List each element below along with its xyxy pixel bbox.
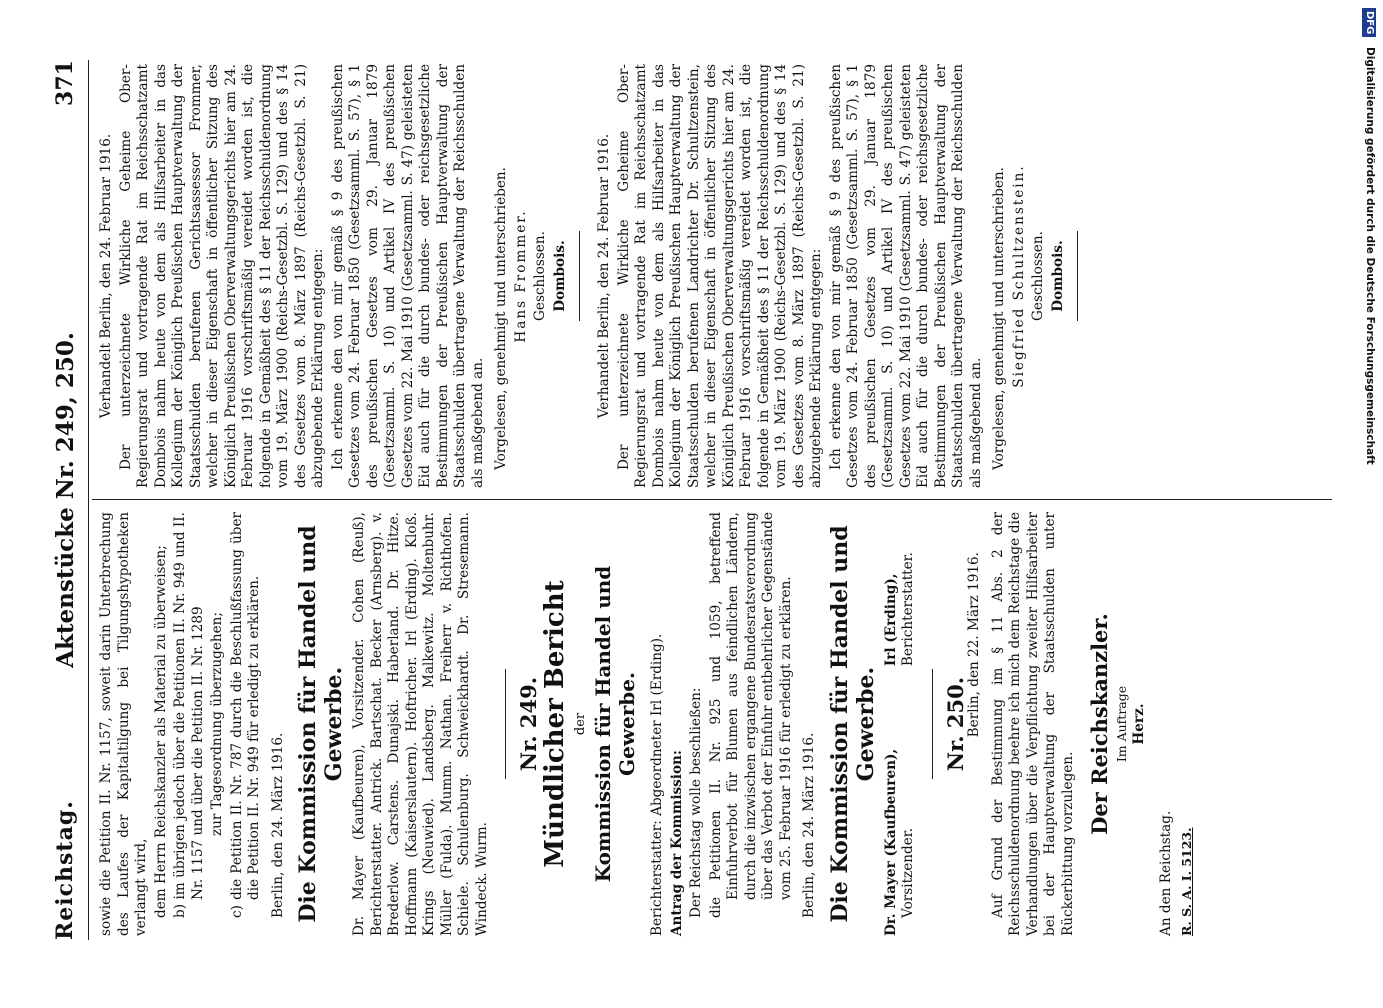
date-line: Berlin, den 24. März 1916. xyxy=(801,732,817,918)
running-header xyxy=(52,60,86,940)
protocol-official: Dombois. xyxy=(551,240,568,312)
date-line: Berlin, den 24. März 1916. xyxy=(269,732,286,918)
column-divider xyxy=(92,499,1332,500)
chair-role: Vorsitzender. xyxy=(900,827,916,918)
reporter-name: Irl (Erding), xyxy=(882,573,899,667)
report-title: Mündlicher Bericht xyxy=(539,580,570,868)
petition-line: c) die Petition II. Nr. 787 durch die Beschlußfassung über die Petition II. Nr. 949 für erledigt zu erklären. xyxy=(228,512,262,918)
commission-members: Dr. Mayer (Kaufbeuren), Vorsitzender. Cohen (Reuß), Berichterstatter. Antrick. Bartschat. Becker (Arnsberg). v. Brederlow. Carstens. Dunajski. Haberland. Dr. Hitze. Hoffmann (Kaiserslautern). Hoftricher. Irl (Erding). Kloß. Krings (Neuwied). Landsberg. Malkewitz. Moltenbuhr. Müller (Fulda). Mumm. Nathan. Freiherr v. Richthofen. Schiele. Schulenburg. Schweickhardt. Dr. Stresemann. Windeck. Wurm. xyxy=(351,512,490,936)
document-number: Nr. 249. xyxy=(516,676,541,772)
left-column xyxy=(98,512,1197,936)
section-separator xyxy=(932,669,933,779)
reporter-line: Berichterstatter: Abgeordneter Irl (Erding). xyxy=(649,633,665,936)
signer-name: Herz. xyxy=(1130,703,1147,745)
report-der: der xyxy=(572,712,588,736)
commission-heading: Die Kommission für Handel und Gewerbe. xyxy=(295,525,347,923)
commission-heading: Die Kommission für Handel und Gewerbe. xyxy=(826,525,879,923)
signer-title: Der Reichskanzler. xyxy=(1087,613,1112,835)
report-commission: Kommission für Handel und Gewerbe. xyxy=(591,565,639,883)
document-number: Nr. 250. xyxy=(942,676,968,772)
signer-im-auftrage: Im Auftrage xyxy=(1114,685,1129,763)
protocol-body: Der unterzeichnete Wirkliche Geheime Ober-Regierungsrat und vortragende Rat im Reichsschatzamt Dombois nahm heute von dem als Hilfsarbeiter in das Kollegium der Königlich Preußischen Hauptverwaltung der Staatsschulden berufenen Landrichter Dr. Schultzenstein, welcher in dieser Eigenschaft in öffentlicher Sitzung des Königlich Preußischen Oberverwaltungsgerichts hier am 24. Februar 1916 vorschriftsmäßig vereidet worden ist, die folgende in Gemäßheit des § 11 der Reichsschuldenordnung vom 19. März 1900 (Reichs-Gesetzbl. S. 129) und des § 14 des Gesetzes vom 8. März 1897 (Reichs-Gesetzbl. S. 21) abzugebende Erklärung entgegen: xyxy=(615,64,824,488)
petition-line: zur Tagesordnung überzugehen; xyxy=(209,611,225,837)
petition-line: sowie die Petition II. Nr. 1157, soweit darin Unterbrechung des Laufes der Kapitaltilgung bei Tilgungshypotheken verlangt wird, xyxy=(98,512,149,936)
protocol-separator xyxy=(579,231,580,321)
protocol-official: Dombois. xyxy=(1049,240,1066,312)
reporter-role: Berichterstatter. xyxy=(900,552,916,667)
header-center: Aktenstücke Nr. 249, 250. xyxy=(52,332,79,668)
protocol-signature: Siegfried Schultzenstein. xyxy=(1010,164,1027,388)
page-number: 371 xyxy=(52,60,78,106)
protocol-body: Der unterzeichnete Wirkliche Geheime Ober-Regierungsrat und vortragende Rat im Reichsschatzamt Dombois nahm heute von dem als Hilfsarbeiter in das Kollegium der Königlich Preußischen Hauptverwaltung der Staatsschulden berufenen Gerichtsassessor Frommer, welcher in dieser Eigenschaft in öffentlicher Sitzung des Königlich Preußischen Oberverwaltungsgerichts hier am 24. Februar 1916 vorschriftsmäßig vereidet worden ist, die folgende in Gemäßheit des § 11 der Reichsschuldenordnung vom 19. März 1900 (Reichs-Gesetzbl. S. 129) und des § 14 des Gesetzes vom 8. März 1897 (Reichs-Gesetzbl. S. 21) abzugebende Erklärung entgegen: xyxy=(117,64,326,488)
antrag-intro: Der Reichstag wolle beschließen: xyxy=(688,687,704,918)
protocol-heading: Verhandelt Berlin, den 24. Februar 1916. xyxy=(596,133,612,419)
antrag-heading: Antrag der Kommission: xyxy=(668,750,685,936)
funding-note xyxy=(1360,0,1380,1000)
letter-text: Auf Grund der Bestimmung im § 11 Abs. 2 der Reichsschuldenordnung beehre ich mich dem Reichstage die Verhandlungen über die Verpflichtung zweiter Hilfsarbeiter bei der Hauptverwaltung der Staatsschulden unter Rückerbittung vorzulegen. xyxy=(989,512,1076,936)
protocol-closing: Vorgelesen, genehmigt und unterschrieben. xyxy=(493,167,509,470)
commission-signatures xyxy=(883,512,918,936)
header-rule xyxy=(88,60,89,940)
protocol-separator xyxy=(1077,231,1078,321)
protocol-signature: Hans Frommer. xyxy=(512,209,529,343)
protocol-closing: Vorgelesen, genehmigt und unterschrieben. xyxy=(991,167,1007,470)
header-left: Reichstag. xyxy=(52,800,78,940)
antrag-text: die Petitionen II. Nr. 925 und 1059, betreffend Einfuhrverbot für Blumen aus feindlichen Ländern, durch die inzwischen ergangene Bundesratsverordnung über das Verbot der Einfuhr entbehrlicher Gegenstände vom 25. Februar 1916 für erledigt zu erklären. xyxy=(707,512,794,918)
file-reference: R. S. A. I. 5123. xyxy=(1178,827,1194,936)
protocol-geschlossen: Geschlossen. xyxy=(1030,231,1046,321)
petition-line: dem Herrn Reichskanzler als Material zu überweisen; xyxy=(152,545,169,918)
section-separator xyxy=(505,669,506,779)
protocol-frommer xyxy=(98,64,580,488)
protocol-oath: Ich erkenne den von mir gemäß § 9 des preußischen Gesetzes vom 24. Februar 1850 (Gesetzsamml. S. 57), § 1 des preußischen Gesetzes vom 29. Januar 1879 (Gesetzsamml. S. 10) und Artikel IV des preußischen Gesetzes vom 22. Mai 1910 (Gesetzsamml. S. 47) geleisteten Eid auch für die durch bundes- oder reichsgesetzliche Bestimmungen der Preußischen Hauptverwaltung der Staatsschulden übertragene Verwaltung der Reichsschulden als maßgebend an. xyxy=(329,64,486,488)
right-column xyxy=(98,64,1088,488)
chair-name: Dr. Mayer (Kaufbeuren), xyxy=(882,748,899,936)
funding-text: Digitalisierung gefördert durch die Deutsche Forschungsgemeinschaft xyxy=(1364,47,1376,465)
protocol-oath: Ich erkenne den von mir gemäß § 9 des preußischen Gesetzes vom 24. Februar 1850 (Gesetzsamml. S. 57), § 1 des preußischen Gesetzes vom 29. Januar 1879 (Gesetzsamml. S. 10) und Artikel IV des preußischen Gesetzes vom 22. Mai 1910 (Gesetzsamml. S. 47) geleisteten Eid auch für die durch bundes- oder reichsgesetzliche Bestimmungen der Preußischen Hauptverwaltung der Staatsschulden übertragene Verwaltung der Reichsschulden als maßgebend an. xyxy=(827,64,984,488)
petition-line: b) im übrigen jedoch über die Petitionen II. Nr. 949 und II. Nr. 1157 und über die Petition II. Nr. 1289 xyxy=(172,512,206,918)
date-line: Berlin, den 22. März 1916. xyxy=(966,552,982,738)
addressee: An den Reichstag. xyxy=(1158,810,1174,936)
dfg-logo: DFG xyxy=(1362,8,1376,37)
protocol-heading: Verhandelt Berlin, den 24. Februar 1916. xyxy=(98,133,114,419)
protocol-geschlossen: Geschlossen. xyxy=(532,231,548,321)
protocol-schultzenstein xyxy=(596,64,1078,488)
